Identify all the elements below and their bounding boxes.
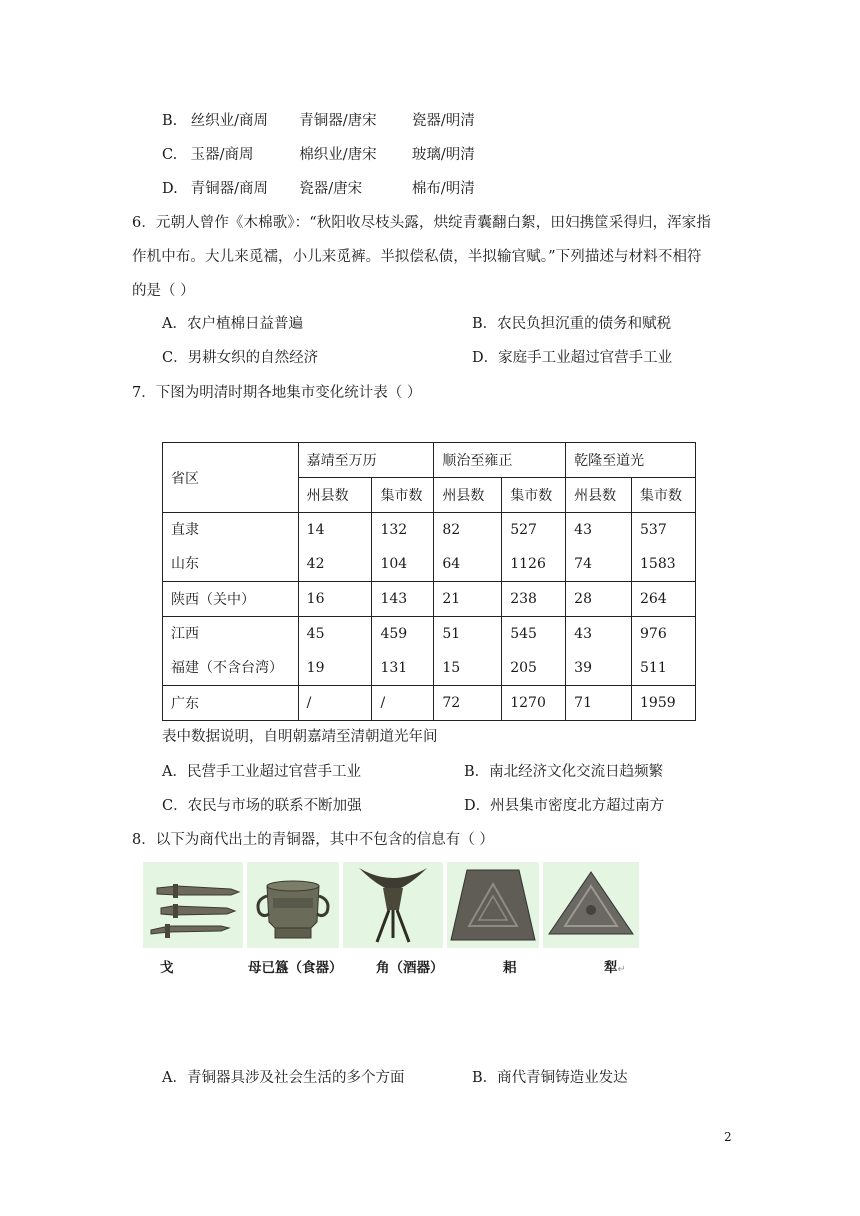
province-name: 直隶 xyxy=(171,522,199,538)
q6-stem-line: 作机中布。大儿来觅襦，小儿来觅裤。半拟偿私债，半拟输官赋。”下列描述与材料不相符 xyxy=(132,249,702,265)
value: 43 xyxy=(574,626,592,642)
value: 1126 xyxy=(510,556,546,572)
q6-option-c: C．男耕女织的自然经济 xyxy=(162,350,319,366)
value: 39 xyxy=(574,660,592,676)
q6-option-b: B．农民负担沉重的债务和赋税 xyxy=(472,316,672,332)
option-item: 瓷器/明清 xyxy=(411,113,475,129)
province-name: 江西 xyxy=(171,626,199,642)
option-item: 丝织业/商周 xyxy=(190,113,268,129)
q6-option-a: A．农户植棉日益普遍 xyxy=(162,316,303,332)
q7-option-a: A．民营手工业超过官营手工业 xyxy=(162,764,361,780)
value-cell xyxy=(566,617,632,686)
value: 42 xyxy=(306,556,325,572)
value: 527 xyxy=(510,522,537,538)
value-cell: 1270 xyxy=(502,686,566,721)
province-cell xyxy=(163,513,299,582)
gui-vessel-image xyxy=(247,862,339,948)
period-header: 嘉靖至万历 xyxy=(298,443,434,478)
option-item: 棉布/明清 xyxy=(411,181,475,197)
value: 45 xyxy=(306,626,325,642)
page-number: 2 xyxy=(724,1130,732,1144)
q8-option-a: A．青铜器具涉及社会生活的多个方面 xyxy=(162,1070,405,1086)
value-cell: 72 xyxy=(434,686,502,721)
plough-image xyxy=(543,862,639,948)
q7-note: 表中数据说明，自明朝嘉靖至清朝道光年间 xyxy=(162,729,438,745)
province-header: 省区 xyxy=(163,443,299,513)
option-item: 玻璃/明清 xyxy=(411,147,475,163)
q8-option-b: B．商代青铜铸造业发达 xyxy=(472,1070,628,1086)
jue-vessel-image xyxy=(343,862,443,948)
q5-option-c xyxy=(162,145,475,165)
province-cell xyxy=(163,617,299,686)
value-cell xyxy=(632,513,696,582)
sub-header: 集市数 xyxy=(632,478,696,513)
value-cell: 28 xyxy=(566,582,632,617)
value-cell: 1959 xyxy=(632,686,696,721)
si-spade-panel xyxy=(447,862,539,948)
dagger-axe-panel xyxy=(143,862,243,948)
q7-option-b: B．南北经济文化交流日趋频繁 xyxy=(464,764,664,780)
value-cell xyxy=(372,617,434,686)
value-cell: / xyxy=(298,686,372,721)
si-spade-image xyxy=(447,862,539,948)
option-item: 青铜器/商周 xyxy=(190,181,268,197)
value-cell xyxy=(298,513,372,582)
period-header: 乾隆至道光 xyxy=(566,443,696,478)
option-item: 棉织业/唐宋 xyxy=(299,147,377,163)
value: 511 xyxy=(640,660,667,676)
q6-option-d: D．家庭手工业超过官营手工业 xyxy=(472,350,673,366)
sub-header: 集市数 xyxy=(502,478,566,513)
artifact-label-jue xyxy=(376,956,444,976)
q7-stem: 7．下图为明清时期各地集市变化统计表（ ） xyxy=(132,385,422,401)
value: 51 xyxy=(442,626,461,642)
value-cell xyxy=(372,513,434,582)
value: 64 xyxy=(442,556,461,572)
artifact-label-gui xyxy=(248,956,343,976)
artifact-label-text: 耜 xyxy=(503,960,517,976)
artifact-label-text: 戈 xyxy=(160,960,174,976)
sub-header: 州县数 xyxy=(434,478,502,513)
value: 19 xyxy=(306,660,325,676)
artifact-label-plough xyxy=(604,956,626,976)
option-label: B. xyxy=(162,113,178,129)
value: 82 xyxy=(442,522,461,538)
value-cell xyxy=(434,513,502,582)
q8-stem: 8．以下为商代出土的青铜器，其中不包含的信息有（ ） xyxy=(132,832,494,848)
value: 976 xyxy=(640,626,667,642)
q7-option-d: D．州县集市密度北方超过南方 xyxy=(464,798,665,814)
value-cell: / xyxy=(372,686,434,721)
q5-option-b xyxy=(162,111,475,131)
table-row xyxy=(163,513,696,582)
market-statistics-table xyxy=(162,442,696,721)
q6-stem-line: 的是（ ） xyxy=(132,283,195,299)
province-name: 山东 xyxy=(171,556,199,572)
option-item: 玉器/商周 xyxy=(190,147,254,163)
value: 459 xyxy=(380,626,408,642)
value-cell xyxy=(434,617,502,686)
value: 14 xyxy=(306,522,325,538)
plough-panel xyxy=(543,862,639,948)
bronze-artifacts-figure xyxy=(143,862,639,948)
value-cell xyxy=(298,617,372,686)
value-cell xyxy=(502,617,566,686)
option-item: 瓷器/唐宋 xyxy=(299,181,363,197)
value: 104 xyxy=(380,556,408,572)
paragraph-mark-icon: ↵ xyxy=(617,964,626,975)
option-label: C. xyxy=(162,147,178,163)
sub-header: 州县数 xyxy=(566,478,632,513)
value: 132 xyxy=(380,522,408,538)
value-cell xyxy=(566,513,632,582)
province-cell: 广东 xyxy=(163,686,299,721)
province-name: 福建（不含台湾） xyxy=(171,660,283,676)
value-cell: 238 xyxy=(502,582,566,617)
artifact-label-dagger-axe xyxy=(160,956,174,976)
value: 537 xyxy=(640,522,667,538)
sub-header: 集市数 xyxy=(372,478,434,513)
artifact-label-text: 角（酒器） xyxy=(376,960,444,976)
value-cell: 264 xyxy=(632,582,696,617)
value-cell: 143 xyxy=(372,582,434,617)
q6-stem-line: 6．元朝人曾作《木棉歌》：“秋阳收尽枝头露，烘绽青囊翻白絮，田妇携筐采得归，浑家指 xyxy=(132,215,711,231)
value-cell: 16 xyxy=(298,582,372,617)
artifact-label-text: 犁 xyxy=(604,960,618,976)
gui-vessel-panel xyxy=(247,862,339,948)
value-cell xyxy=(502,513,566,582)
sub-header: 州县数 xyxy=(298,478,372,513)
table-row xyxy=(163,582,696,617)
value: 131 xyxy=(380,660,408,676)
value-cell: 71 xyxy=(566,686,632,721)
artifact-label-si xyxy=(503,956,517,976)
value: 74 xyxy=(574,556,592,572)
q7-option-c: C．农民与市场的联系不断加强 xyxy=(162,798,362,814)
q5-option-d xyxy=(162,179,475,199)
jue-vessel-panel xyxy=(343,862,443,948)
table-header-row xyxy=(163,443,696,478)
option-item: 青铜器/唐宋 xyxy=(299,113,377,129)
value-cell: 21 xyxy=(434,582,502,617)
value: 545 xyxy=(510,626,537,642)
value: 15 xyxy=(442,660,461,676)
table-row xyxy=(163,686,696,721)
value-cell xyxy=(632,617,696,686)
dagger-axe-image xyxy=(143,862,243,948)
value: 1583 xyxy=(640,556,676,572)
value: 205 xyxy=(510,660,537,676)
artifact-label-text: 母已簋（食器） xyxy=(248,960,343,976)
option-label: D. xyxy=(162,181,178,197)
period-header: 顺治至雍正 xyxy=(434,443,566,478)
province-cell: 陕西（关中） xyxy=(163,582,299,617)
value: 43 xyxy=(574,522,592,538)
table-row xyxy=(163,617,696,686)
